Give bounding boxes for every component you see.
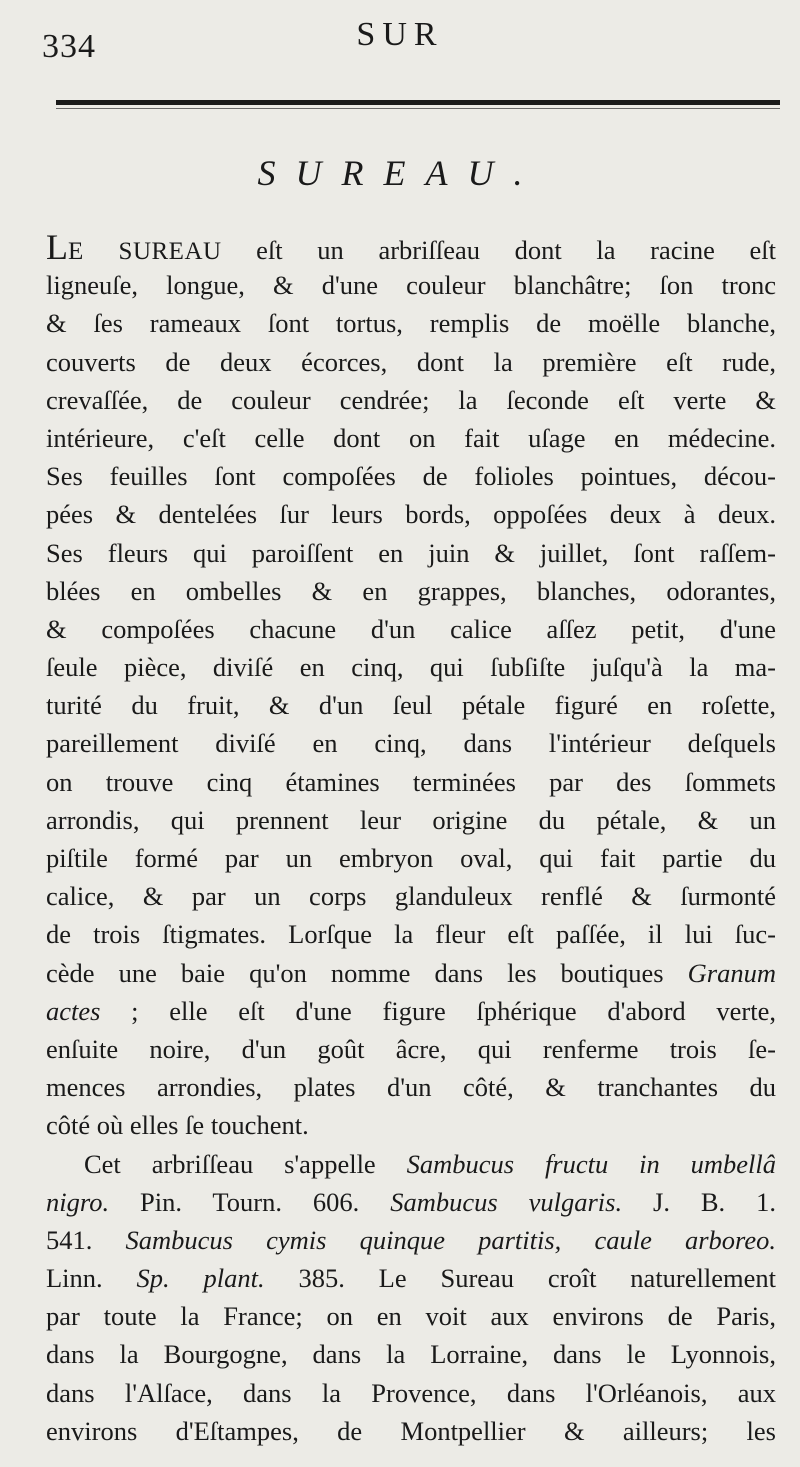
text-line: dans la Bourgogne, dans la Lorraine, dans le Lyonnois,	[46, 1339, 776, 1370]
page-number: 334	[42, 28, 96, 65]
article-title: SUREAU.	[257, 153, 543, 193]
text-line: piſtile formé par un embryon oval, qui fait partie du	[46, 843, 776, 873]
small-caps-word: E SUREAU	[68, 238, 222, 265]
text-line: calice, & par un corps glanduleux renflé & ſurmonté	[46, 881, 776, 912]
drop-cap: L	[46, 227, 68, 267]
text-line: LE SUREAU eſt un arbriſſeau dont la racine eſt	[46, 227, 776, 267]
text-line: on trouve cinq étamines terminées par des ſommets	[46, 766, 776, 797]
text-line: intérieure, c'eſt celle dont on fait uſage en médecine.	[46, 422, 776, 453]
text-line: de trois ſtigmates. Lorſque la fleur eſt paſſée, il lui ſuc-	[46, 919, 776, 950]
text-line: Linn. Sp. plant. 385. Le Sureau croît naturellement	[46, 1263, 776, 1294]
text-line: 541. Sambucus cymis quinque partitis, caule arboreo.	[46, 1224, 776, 1255]
text-line: & ſes rameaux ſont tortus, remplis de moëlle blanche,	[46, 308, 776, 339]
text-line: environs d'Eſtampes, de Montpellier & ailleurs; les	[46, 1415, 776, 1446]
text-line: couverts de deux écorces, dont la première eſt rude,	[46, 346, 776, 377]
header-rule	[56, 100, 780, 105]
text-line: côté où elles ſe touchent.	[46, 1110, 309, 1141]
text-line: arrondis, qui prennent leur origine du pétale, & un	[46, 804, 776, 835]
text-line: nigro. Pin. Tourn. 606. Sambucus vulgaris. J. B. 1.	[46, 1186, 776, 1217]
text-line: mences arrondies, plates d'un côté, & tranchantes du	[46, 1072, 776, 1103]
page-header	[0, 0, 800, 110]
text-line: Cet arbriſſeau s'appelle Sambucus fructu in umbellâ	[84, 1148, 777, 1179]
header-rule-thin	[56, 108, 780, 109]
text-line: pées & dentelées ſur leurs bords, oppoſées deux à deux.	[46, 499, 776, 530]
text-line: pareillement diviſé en cinq, dans l'intérieur deſquels	[46, 728, 776, 759]
text-line: blées en ombelles & en grappes, blanches, odorantes,	[46, 575, 776, 606]
text-line: ligneuſe, longue, & d'une couleur blanchâtre; ſon tronc	[46, 270, 776, 301]
text-line: & compoſées chacune d'un calice aſſez petit, d'une	[46, 613, 776, 644]
text-line: crevaſſée, de couleur cendrée; la ſeconde eſt verte &	[46, 384, 776, 415]
text-line: Ses feuilles ſont compoſées de folioles pointues, décou-	[46, 461, 776, 492]
body-text	[46, 228, 776, 1450]
text-line: turité du fruit, & d'un ſeul pétale figuré en roſette,	[46, 690, 776, 721]
text-line: dans l'Alſace, dans la Provence, dans l'Orléanois, aux	[46, 1377, 776, 1408]
text-line: ſeule pièce, diviſé en cinq, qui ſubſiſte juſqu'à la ma-	[46, 652, 776, 683]
text-line: actes ; elle eſt d'une figure ſphérique d'abord verte,	[46, 995, 776, 1026]
text-line: enſuite noire, d'un goût âcre, qui renferme trois ſe-	[46, 1033, 776, 1064]
text-line: cède une baie qu'on nomme dans les boutiques Granum	[46, 957, 776, 988]
text-line: par toute la France; on en voit aux environs de Paris,	[46, 1301, 776, 1332]
text-line: Ses fleurs qui paroiſſent en juin & juillet, ſont raſſem-	[46, 537, 776, 568]
running-head: SUR	[356, 16, 444, 53]
